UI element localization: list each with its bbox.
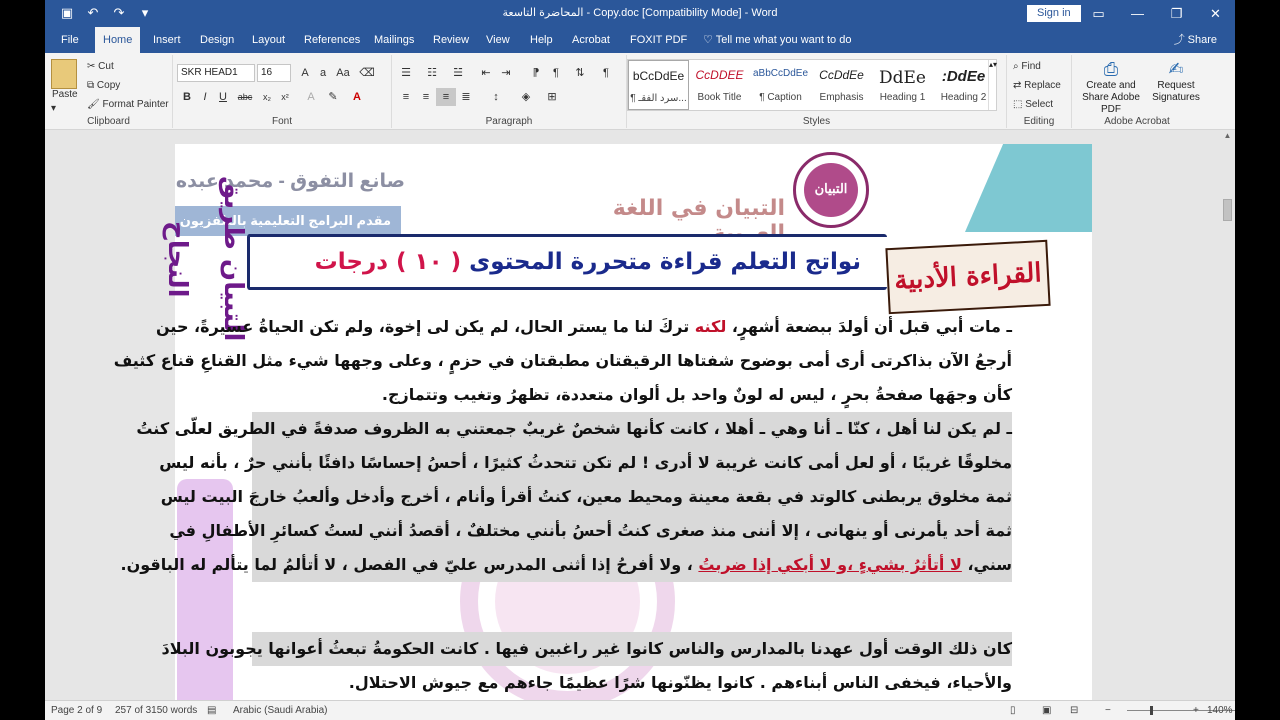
- grow-font-icon[interactable]: A: [301, 67, 309, 79]
- align-left-icon[interactable]: ≡: [402, 91, 410, 103]
- text-line: مخلوقًا غريبًا ، أو لعل أمى كانت غريبة لا أدرى ! لم تكن تتحدثُ كثيرًا ، أحسُ إحساسًا دافئًا بأنني حرٌ ، بأنه ليس: [252, 446, 1012, 480]
- signature-icon: ✍: [1168, 59, 1184, 79]
- paragraph-1[interactable]: [113, 310, 1012, 412]
- clipboard-group: [45, 55, 173, 128]
- strikethrough-icon[interactable]: abc: [237, 92, 253, 102]
- tab-mailings[interactable]: Mailings: [374, 34, 415, 46]
- find-button[interactable]: [1013, 61, 1041, 72]
- tab-references[interactable]: References: [304, 34, 361, 46]
- underline-icon[interactable]: U: [219, 91, 227, 103]
- tell-me-search[interactable]: [695, 27, 859, 53]
- text-run: تركَ لنا ما يستر الحال، لم يكن لى إخوة، ولم تكن الحياةُ عسيرةً، حين: [156, 317, 695, 336]
- editing-group-label: Editing: [1023, 116, 1055, 127]
- ribbon: [45, 53, 1235, 130]
- brand-title: التبيان في اللغة: [612, 196, 785, 221]
- quick-access-toolbar: [57, 4, 155, 22]
- style-sample: :DdEe: [941, 68, 986, 85]
- subscript-icon[interactable]: x₂: [263, 92, 271, 102]
- zoom-level[interactable]: 140%: [1207, 705, 1233, 716]
- lightbulb-icon: ♡: [703, 34, 716, 46]
- vertical-scrollbar[interactable]: [1220, 131, 1235, 700]
- tab-file[interactable]: File: [61, 34, 79, 46]
- paste-dropdown-icon[interactable]: ▾: [51, 103, 57, 114]
- text-run: سني،: [961, 555, 1012, 574]
- copy-button[interactable]: [87, 80, 120, 91]
- page-indicator[interactable]: Page 2 of 9: [51, 705, 103, 716]
- style-item[interactable]: [811, 60, 872, 110]
- font-group: [173, 55, 392, 128]
- style-name: Emphasis: [819, 92, 864, 103]
- text-line: ثمة أحد يأمرنى أو ينهانى ، إلا أننى منذ صغرى كنتُ أحسُ بأنني مختلفٌ ، أقصدُ أنني لستُ كسائرِ الأطفالِ في: [252, 514, 1012, 548]
- undo-icon[interactable]: ↶: [87, 5, 99, 20]
- zoom-in-icon[interactable]: +: [1193, 705, 1199, 716]
- find-label: Find: [1021, 61, 1041, 72]
- replace-label: Replace: [1024, 80, 1061, 91]
- sign-in-button[interactable]: Sign in: [1027, 5, 1081, 22]
- author-name: صانع التفوق - محمد عبده: [175, 171, 405, 192]
- change-case-icon[interactable]: Aa: [336, 67, 350, 79]
- text-line: كأن وجهَها صفحةُ بحرٍ ، ليس له لونٌ واحد بل ألوان متعددة، تظهرُ وتغيب وتتمازج.: [381, 385, 1012, 404]
- acrobat-group: [1072, 55, 1202, 128]
- font-group-label: Font: [271, 116, 292, 127]
- font-color-icon[interactable]: A: [353, 91, 361, 103]
- close-icon[interactable]: ✕: [1210, 6, 1221, 21]
- copy-label: Copy: [96, 80, 121, 91]
- style-name: ¶ سرد الفقـ...: [630, 93, 687, 104]
- brush-icon: 🖌: [87, 99, 103, 110]
- paragraph-group-label: Paragraph: [485, 116, 533, 127]
- search-icon: ⌕: [1013, 61, 1022, 72]
- text-run-red: لكنه: [694, 317, 727, 336]
- paste-label[interactable]: Paste: [52, 89, 78, 100]
- web-layout-icon[interactable]: ⊟: [1070, 705, 1079, 716]
- tab-design[interactable]: Design: [200, 34, 235, 46]
- share-icon: ⤴: [1173, 34, 1188, 46]
- align-center-icon[interactable]: ≡: [422, 91, 430, 103]
- bold-icon[interactable]: B: [183, 91, 191, 103]
- styles-group-label: Styles: [802, 116, 831, 127]
- superscript-icon[interactable]: x²: [281, 92, 289, 102]
- request-sign-label: Request Signatures: [1152, 80, 1200, 103]
- show-marks-icon[interactable]: ¶: [603, 67, 609, 79]
- select-icon: ⬚: [1013, 99, 1026, 110]
- window-title: المحاضرة التاسعة - Copy.doc [Compatibility Mode] - Word: [502, 7, 778, 19]
- style-sample: CcDdEe: [819, 68, 864, 82]
- redo-icon[interactable]: ↷: [113, 5, 125, 20]
- editing-group: [1007, 55, 1072, 128]
- tab-help[interactable]: Help: [530, 34, 553, 46]
- document-page[interactable]: [113, 144, 1092, 704]
- style-sample: CcDDEE: [695, 68, 744, 82]
- highlight-icon[interactable]: ✎: [328, 91, 338, 103]
- select-label: Select: [1025, 99, 1054, 110]
- decrease-indent-icon[interactable]: ⇤: [481, 67, 491, 79]
- tab-acrobat[interactable]: Acrobat: [572, 34, 610, 46]
- text-effects-icon[interactable]: A: [307, 91, 315, 103]
- zoom-slider-knob[interactable]: [1150, 706, 1153, 715]
- text-line: أرجعُ الآن بذاكرتى أرى أمى بوضوح شفتاها الرقيقتان مطبقتان في حزمٍ ، وعلى وجهها شيء مثل القناعِ قناع كثيف: [113, 351, 1012, 370]
- rtl-direction-icon[interactable]: ¶: [553, 67, 559, 79]
- style-sample: bCcDdEe: [632, 69, 685, 83]
- section-title-box: [247, 234, 887, 290]
- text-run: ـ مات أبي قبل أن أولدَ ببضعة أشهرٍ،: [726, 317, 1012, 336]
- font-size-box[interactable]: 16: [257, 64, 291, 82]
- left-margin-black: [0, 0, 45, 720]
- paste-icon[interactable]: [51, 59, 77, 89]
- text-line: ـ لم يكن لنا أهل ، كنّا ـ أنا وهي ـ أهلا ، كانت كأنها شخصٌ غريبٌ جمعتني به الظروف صدفةً في الطريق لعلّى كنتُ: [252, 412, 1012, 446]
- tab-foxit-pdf[interactable]: FOXIT PDF: [630, 34, 688, 46]
- side-watermark-text: التبيان طريق النجاح: [162, 176, 248, 342]
- title-bar: [45, 0, 1235, 27]
- cut-label: Cut: [98, 61, 114, 72]
- ribbon-display-icon[interactable]: ▭: [1092, 6, 1105, 21]
- proofing-icon[interactable]: ▤: [207, 705, 217, 716]
- language-indicator[interactable]: Arabic (Saudi Arabia): [233, 705, 328, 716]
- cut-button[interactable]: [87, 61, 114, 72]
- replace-icon: ⇄: [1013, 80, 1025, 91]
- scissors-icon: ✂: [87, 61, 99, 72]
- clipboard-group-label: Clipboard: [87, 116, 130, 127]
- select-button[interactable]: [1013, 99, 1053, 110]
- align-right-icon[interactable]: ≡: [436, 88, 456, 106]
- create-share-pdf-button[interactable]: [1076, 59, 1146, 116]
- styles-group: [627, 55, 1007, 128]
- tab-view[interactable]: View: [486, 34, 510, 46]
- create-pdf-icon: ⎙: [1103, 59, 1119, 79]
- presenter-band: مقدم البرامج التعليمية بالتلفزيون: [175, 206, 401, 236]
- create-share-label: Create and Share Adobe PDF: [1082, 80, 1140, 115]
- text-run: ، ولا أفرحُ إذا أثنى المدرس عليّ في الفصل ، لا أتألمُ لما يتألم له الباقون.: [120, 555, 699, 574]
- style-item[interactable]: [933, 60, 994, 110]
- brand-logo: [793, 152, 869, 228]
- request-signatures-button[interactable]: [1148, 59, 1204, 104]
- styles-gallery: [627, 59, 997, 111]
- paragraph-2[interactable]: [120, 412, 1012, 582]
- section-title-text: نواتج التعلم قراءة متحررة المحتوى: [469, 249, 861, 275]
- numbering-icon[interactable]: ☷: [427, 67, 437, 79]
- bullets-icon[interactable]: ☰: [401, 67, 411, 79]
- restore-icon[interactable]: ❐: [1170, 6, 1183, 21]
- text-line: ثمة مخلوق يربطنى كالوتد في بقعة معينة ومحيط معين، كنتُ أقرأ وأنام ، أخرج وأدخل وألعبُ خارجَ البيت ليس: [252, 480, 1012, 514]
- clear-formatting-icon[interactable]: ⌫: [359, 67, 375, 79]
- word-count[interactable]: 257 of 3150 words: [115, 705, 198, 716]
- tab-home[interactable]: Home: [95, 27, 140, 53]
- style-name: Heading 2: [940, 92, 987, 103]
- tab-review[interactable]: Review: [433, 34, 470, 46]
- borders-icon[interactable]: ⊞: [547, 91, 557, 103]
- style-item[interactable]: [750, 60, 811, 110]
- customize-qat-icon[interactable]: ▾: [141, 5, 149, 20]
- format-painter-label: Format Painter: [102, 99, 169, 110]
- justify-icon[interactable]: ≣: [461, 91, 471, 103]
- copy-icon: ⧉: [87, 80, 97, 91]
- share-button[interactable]: [1174, 27, 1217, 53]
- tab-layout[interactable]: Layout: [252, 34, 286, 46]
- text-line: [120, 548, 1012, 582]
- ribbon-tabs: [45, 27, 1235, 53]
- ltr-direction-icon[interactable]: ⁋: [532, 67, 540, 79]
- scrollbar-thumb[interactable]: [1223, 199, 1232, 221]
- scroll-up-icon[interactable]: ▲: [1223, 131, 1232, 140]
- zoom-out-icon[interactable]: −: [1105, 705, 1111, 716]
- text-line: والأحياء، فيخفى الناس أبناءهم . كانوا يظنّونها شرًا عظيمًا جاءهم مع جيوش الاحتلال.: [348, 673, 1012, 692]
- format-painter-button[interactable]: [87, 99, 169, 110]
- text-run-red: لا أتأثرُ بشيءٍ ،و لا أبكي إذا ضربتُ: [698, 555, 962, 574]
- text-line: [156, 310, 1012, 344]
- literary-reading-sticker: [885, 240, 1050, 314]
- style-sample: DdEe: [879, 68, 926, 88]
- print-layout-icon[interactable]: ▣: [1042, 705, 1052, 716]
- section-grade: ( ١٠ ) درجات: [314, 249, 462, 275]
- paragraph-group: [392, 55, 627, 128]
- multilevel-list-icon[interactable]: ☱: [453, 67, 463, 79]
- style-name: ¶ Caption: [759, 92, 802, 103]
- save-icon[interactable]: ▣: [60, 5, 74, 20]
- tell-me-label: Tell me what you want to do: [715, 34, 852, 46]
- font-name-box[interactable]: SKR HEAD1: [177, 64, 255, 82]
- header-decoration: [965, 144, 1092, 232]
- italic-icon[interactable]: I: [203, 91, 207, 103]
- paragraph-3[interactable]: [161, 632, 1012, 700]
- line-spacing-icon[interactable]: ↕: [493, 91, 499, 103]
- status-bar: [45, 700, 1235, 720]
- sticker-text: القراءة الأدبية: [893, 258, 1043, 296]
- style-sample: aBbCcDdEe: [752, 68, 809, 79]
- logo-text: التبيان: [804, 163, 858, 217]
- document-canvas[interactable]: [45, 131, 1235, 700]
- section-title: [315, 249, 861, 275]
- style-item[interactable]: [872, 60, 933, 110]
- tab-insert[interactable]: Insert: [153, 34, 181, 46]
- styles-scroll-icon[interactable]: ▴▾: [988, 60, 996, 110]
- style-name: Heading 1: [879, 92, 926, 103]
- style-name: Book Title: [697, 92, 742, 103]
- share-label: Share: [1187, 34, 1217, 46]
- minimize-icon[interactable]: —: [1131, 6, 1144, 21]
- increase-indent-icon[interactable]: ⇥: [501, 67, 511, 79]
- shrink-font-icon[interactable]: a: [319, 67, 327, 79]
- style-item[interactable]: [628, 60, 689, 110]
- replace-button[interactable]: [1013, 80, 1061, 91]
- text-line: كان ذلك الوقت أول عهدنا بالمدارس والناس كانوا غير راغبين فيها . كانت الحكومةُ تبعثُ أعوانها يجوبون البلادَ: [252, 632, 1012, 666]
- window-controls: [1079, 0, 1235, 27]
- shading-icon[interactable]: ◈: [521, 91, 531, 103]
- sort-icon[interactable]: ⇅: [575, 67, 585, 79]
- read-mode-icon[interactable]: ▯: [1010, 705, 1016, 716]
- acrobat-group-label: Adobe Acrobat: [1104, 116, 1170, 127]
- right-margin-black: [1235, 0, 1280, 720]
- style-item[interactable]: [689, 60, 750, 110]
